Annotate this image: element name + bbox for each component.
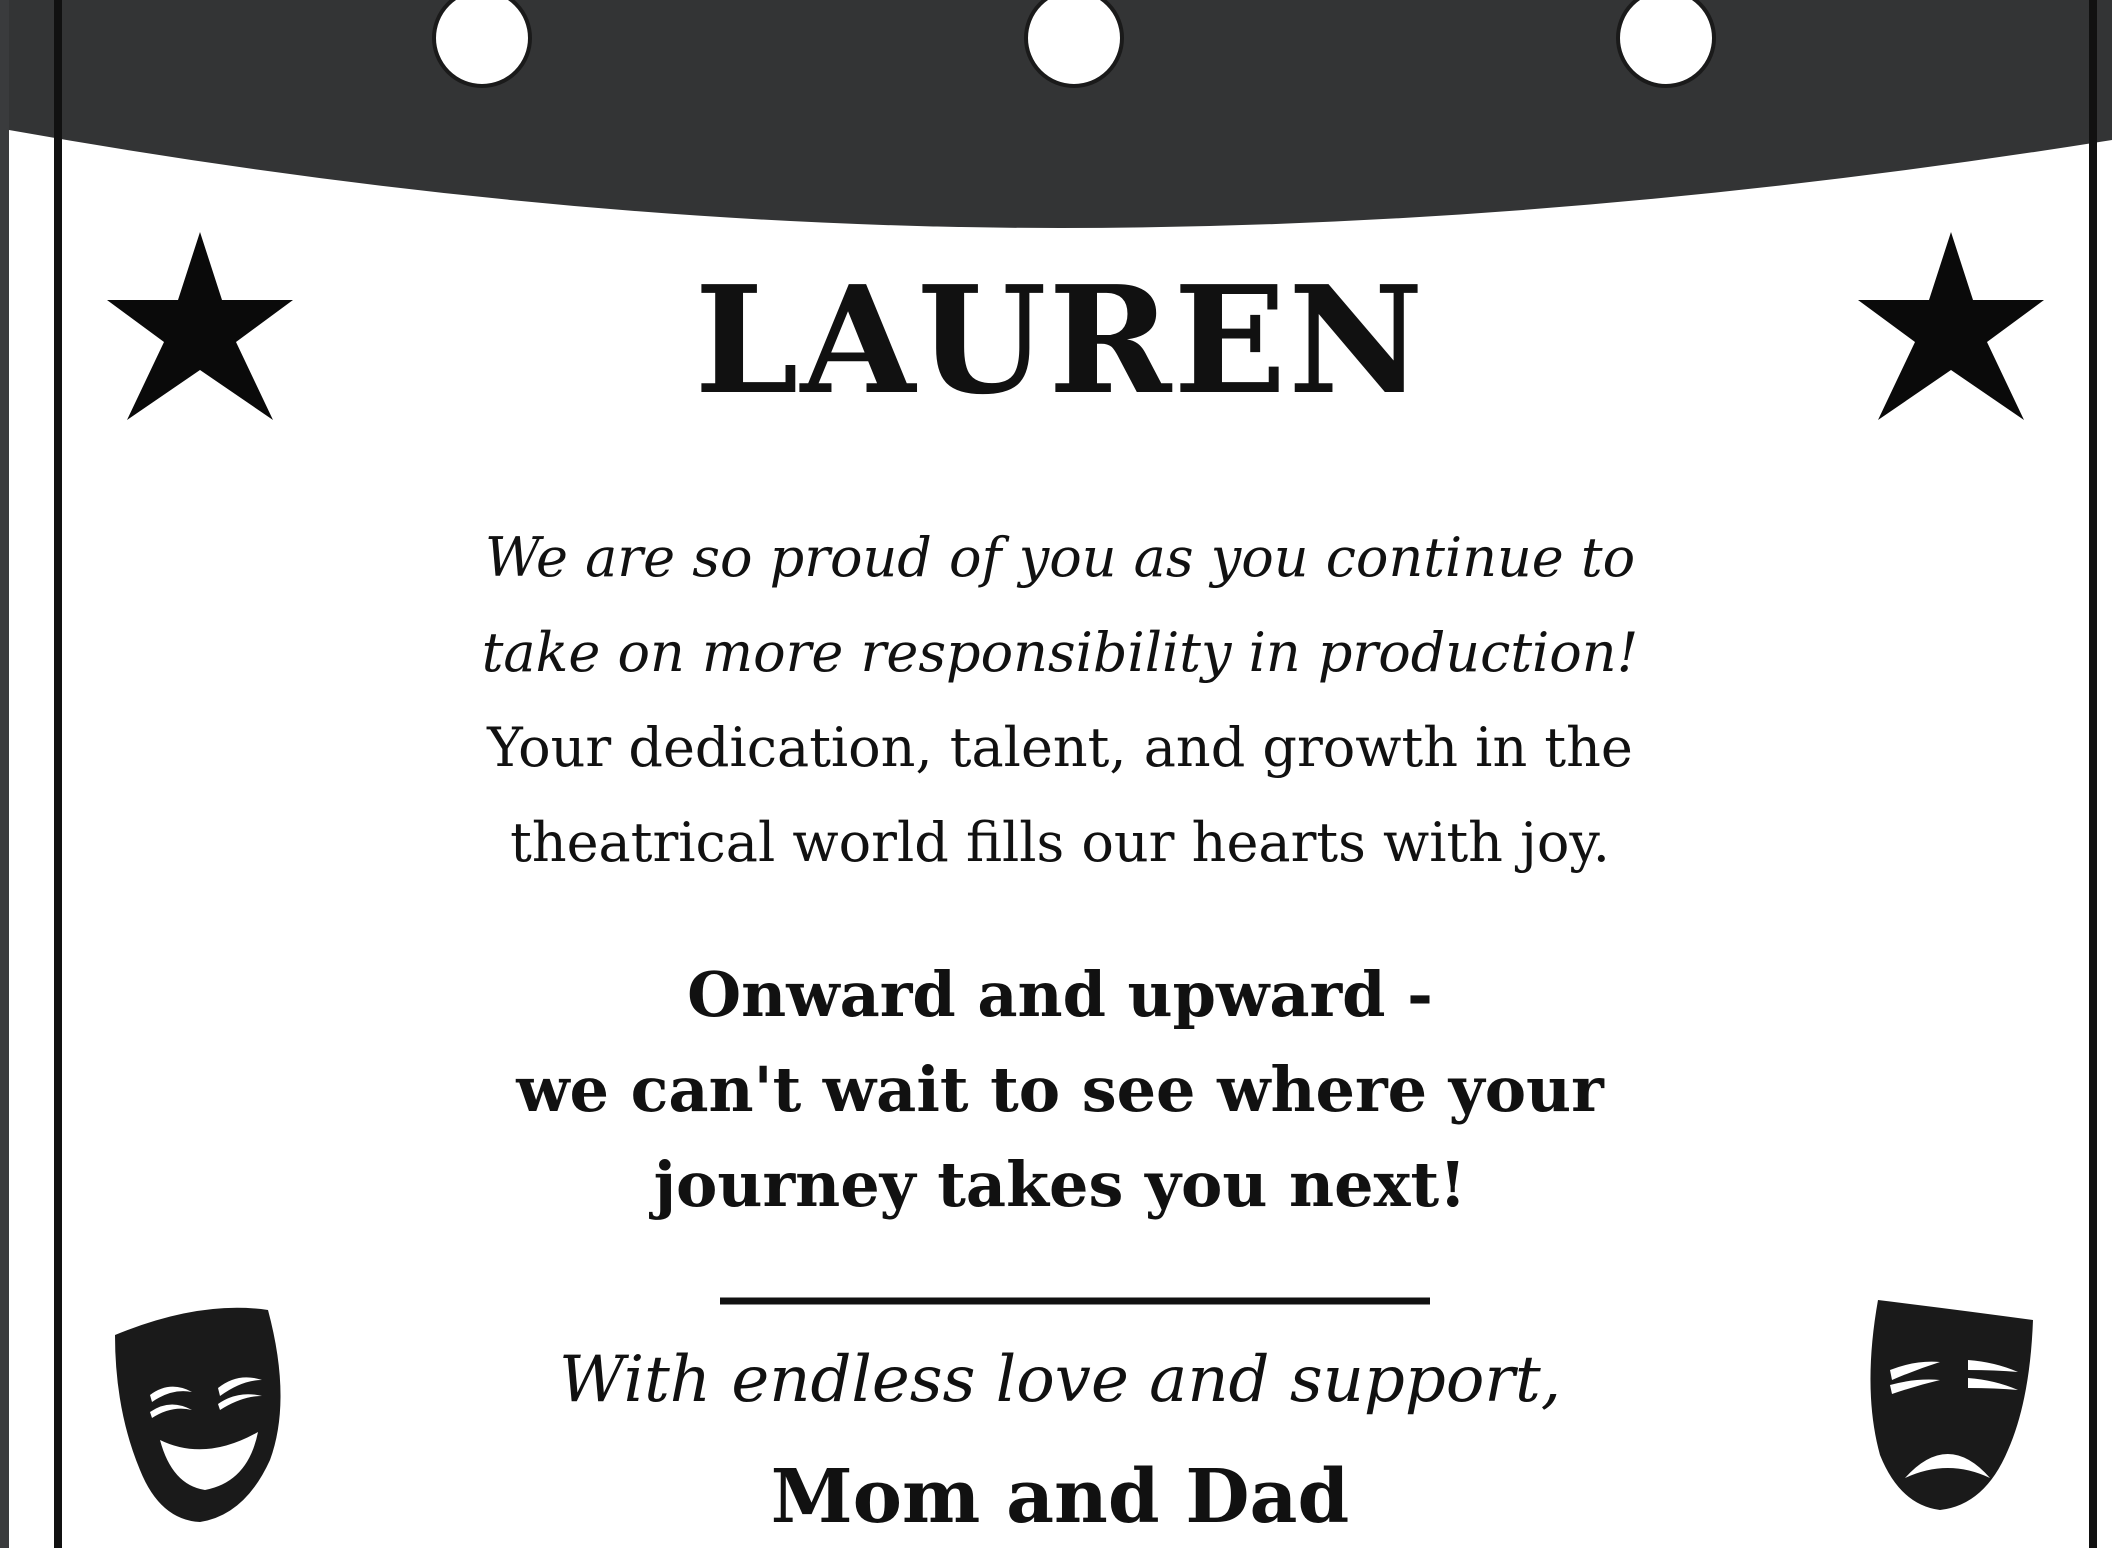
cheer-line: we can't wait to see where your xyxy=(516,1053,1604,1126)
punch-hole-center xyxy=(1026,0,1122,86)
message-line: We are so proud of you as you continue to xyxy=(484,526,1636,589)
cheer-line: Onward and upward - xyxy=(687,958,1433,1031)
closing-line: With endless love and support, xyxy=(558,1343,1562,1417)
signature: Mom and Dad xyxy=(770,1454,1350,1540)
message-line: theatrical world fills our hearts with joy. xyxy=(510,811,1610,874)
message-line: Your dedication, talent, and growth in the xyxy=(487,716,1633,779)
punch-hole-left xyxy=(434,0,530,86)
card-name: LAUREN xyxy=(694,253,1426,427)
message-line: take on more responsibility in production! xyxy=(481,621,1639,684)
punch-hole-right xyxy=(1618,0,1714,86)
cheer-line: journey takes you next! xyxy=(653,1148,1467,1221)
